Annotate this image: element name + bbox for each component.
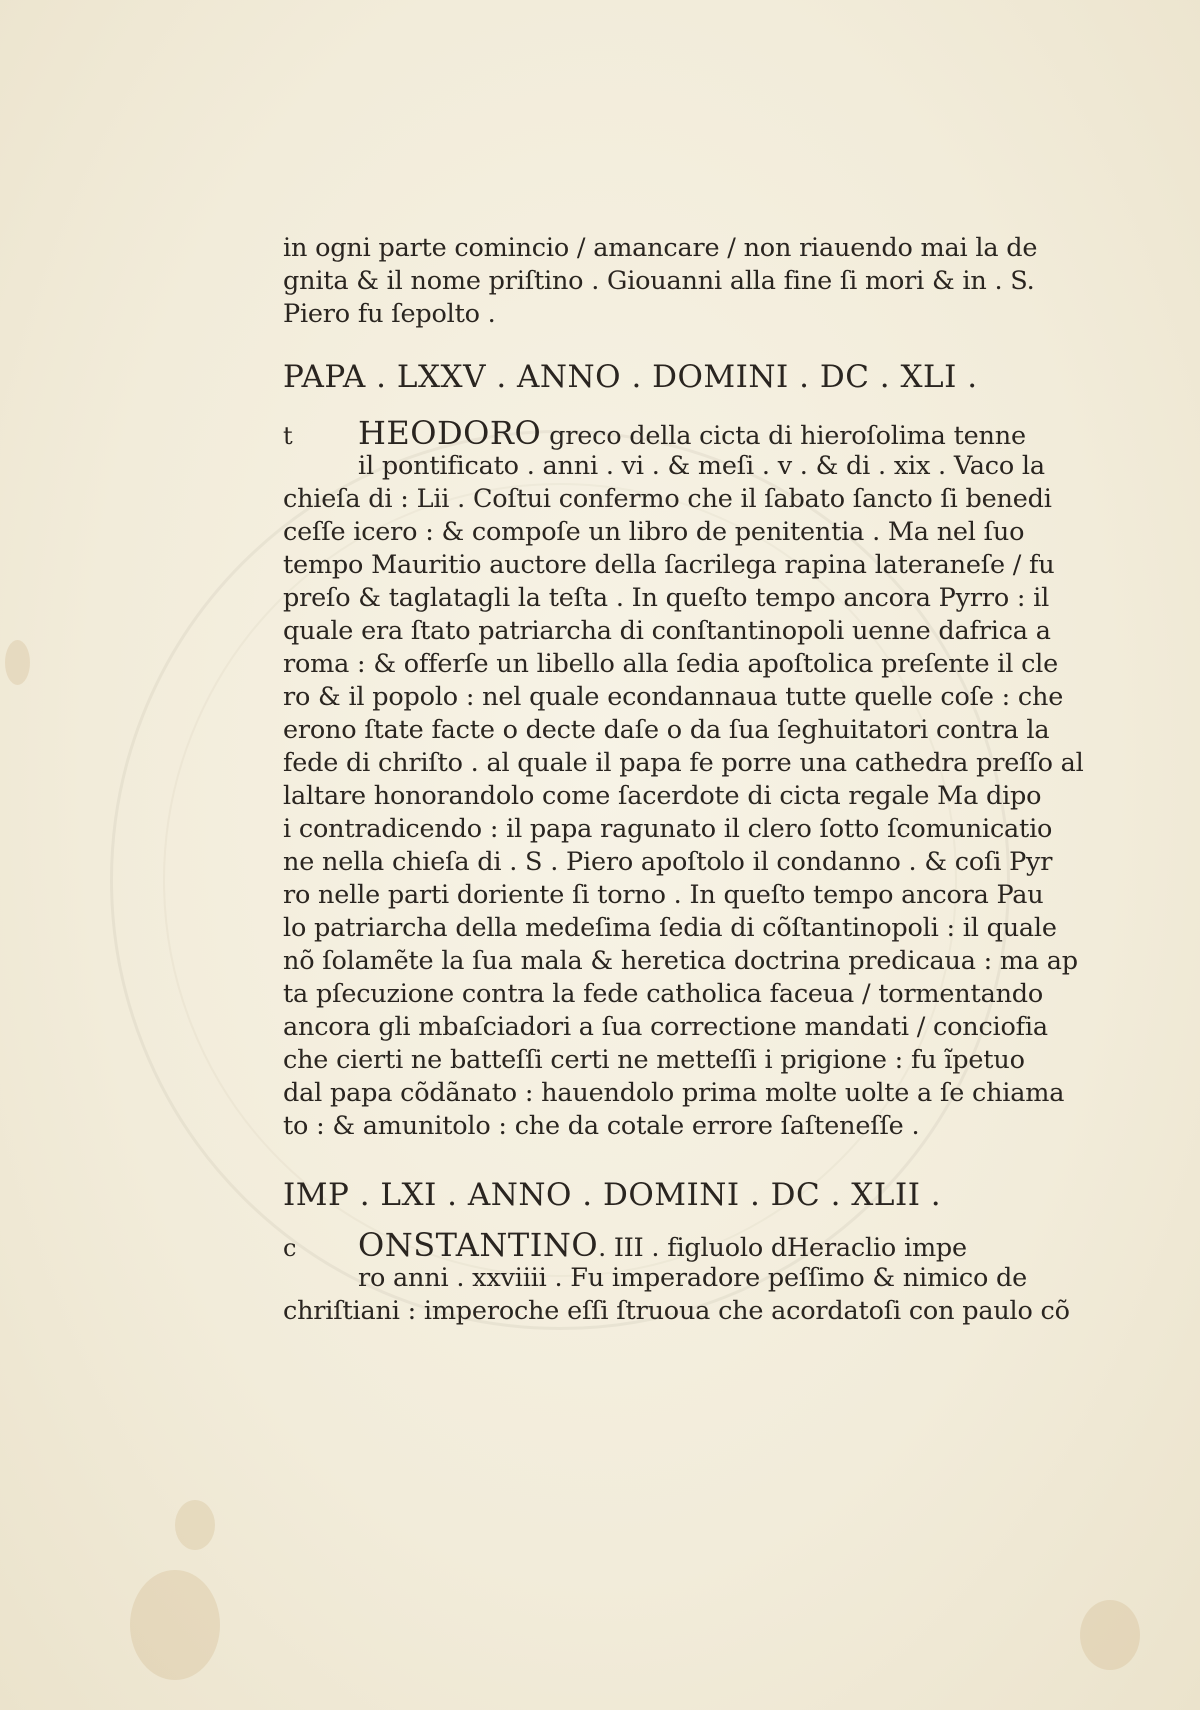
- text-line: ancora gli mbaſciadori a ſua correctione mandati / conciofia: [283, 1012, 1048, 1042]
- paper-stain: [1080, 1600, 1140, 1670]
- section-heading-papa: PAPA . LXXV . ANNO . DOMINI . DC . XLI .: [283, 359, 978, 395]
- initial-guide-letter: t: [283, 422, 293, 450]
- text-line: fede di chriſto . al quale il papa fe porre una cathedra preſſo al: [283, 748, 1084, 778]
- text-line: chieſa di : Lii . Coſtui confermo che il ſabato ſancto ſi benedi: [283, 484, 1052, 514]
- section-opening: [283, 414, 1026, 452]
- text-line: chriſtiani : imperoche eſſi ſtruoua che acordatoſi con paulo cõ: [283, 1296, 1070, 1326]
- text-line: tempo Mauritio auctore della ſacrilega rapina lateraneſe / fu: [283, 550, 1055, 580]
- text-line: ro & il popolo : nel quale econdannaua tutte quelle coſe : che: [283, 682, 1064, 712]
- text-line: ro nelle parti doriente ſi torno . In queſto tempo ancora Pau: [283, 880, 1044, 910]
- text-line: preſo & taglatagli la teſta . In queſto tempo ancora Pyrro : il: [283, 583, 1050, 613]
- text-line: quale era ſtato patriarcha di conſtantinopoli uenne dafrica a: [283, 616, 1051, 646]
- text-line: erono ſtate facte o decte daſe o da ſua ſeghuitatori contra la: [283, 715, 1050, 745]
- text-line: il pontificato . anni . vi . & meſi . v . & di . xix . Vaco la: [358, 451, 1045, 481]
- text-line: in ogni parte comincio / amancare / non riauendo mai la de: [283, 233, 1038, 263]
- document-text: [283, 232, 1084, 1328]
- text-line: Piero fu ſepolto .: [283, 299, 496, 329]
- text-line: ne nella chieſa di . S . Piero apoſtolo il condanno . & coſi Pyr: [283, 847, 1053, 877]
- text-line: laltare honorandolo come ſacerdote di cicta regale Ma dipo: [283, 781, 1042, 811]
- opening-word: HEODORO: [358, 414, 542, 452]
- paper-stain: [175, 1500, 215, 1550]
- initial-guide-letter: c: [283, 1234, 297, 1262]
- section-opening: [283, 1226, 973, 1264]
- opening-word: ONSTANTINO: [358, 1226, 599, 1264]
- text-line: nõ ſolamẽte la ſua mala & heretica doctrina predicaua : ma ap: [283, 946, 1078, 976]
- text-line: ro anni . xxviiii . Fu imperadore peſſimo & nimico de: [358, 1263, 1028, 1293]
- paper-stain: [130, 1570, 220, 1680]
- section-heading-imp: IMP . LXI . ANNO . DOMINI . DC . XLII .: [283, 1177, 942, 1213]
- paper-stain: [5, 640, 30, 685]
- text-line: dal papa cõdãnato : hauendolo prima molte uolte a ſe chiama: [283, 1078, 1065, 1108]
- text-line: i contradicendo : il papa ragunato il clero ſotto ſcomunicatio: [283, 814, 1053, 844]
- text-line: che cierti ne batteſſi certi ne metteſſi i prigione : fu ĩpetuo: [283, 1045, 1025, 1075]
- text-line: gnita & il nome priſtino . Giouanni alla fine ſi mori & in . S.: [283, 266, 1035, 296]
- text-line: lo patriarcha della medeſima ſedia di cõſtantinopoli : il quale: [283, 913, 1057, 943]
- text-line: ceſſe icero : & compoſe un libro de penitentia . Ma nel ſuo: [283, 517, 1025, 547]
- text-line: greco della cicta di hieroſolima tenne: [541, 421, 1026, 451]
- text-line: ta pſecuzione contra la fede catholica faceua / tormentando: [283, 979, 1044, 1009]
- text-line: to : & amunitolo : che da cotale errore ſaſteneſſe .: [283, 1111, 920, 1141]
- text-line: . III . figluolo dHeraclio impe: [598, 1233, 967, 1263]
- text-line: roma : & offerſe un libello alla ſedia apoſtolica preſente il cle: [283, 649, 1059, 679]
